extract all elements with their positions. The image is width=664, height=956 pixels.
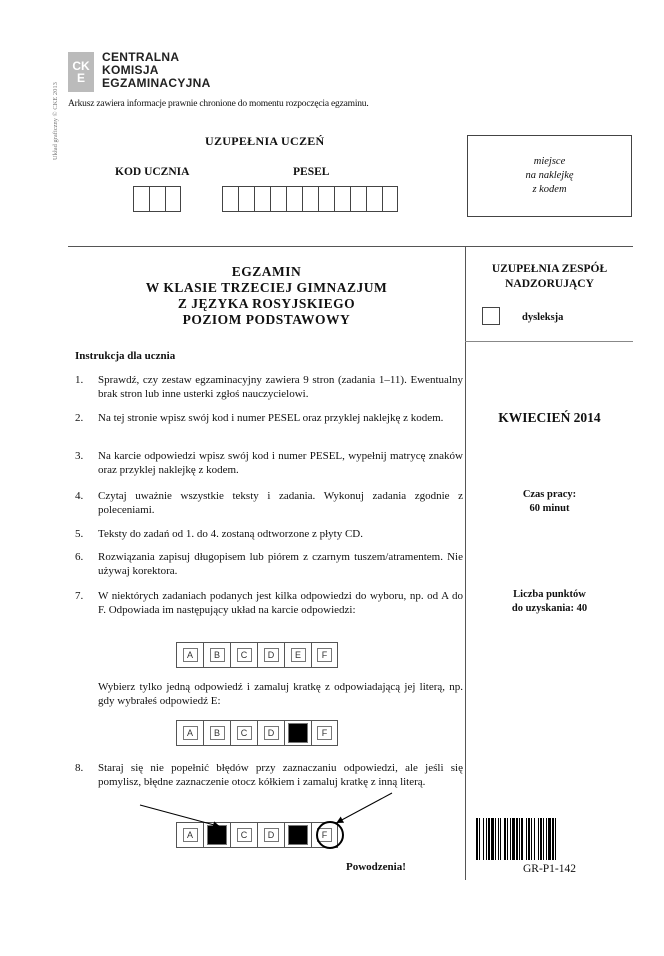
instructions-heading: Instrukcja dla ucznia [75,350,176,362]
answer-letter: F [317,828,332,842]
answer-letter: A [183,828,198,842]
supervisor-heading-line-1: UZUPEŁNIA ZESPÓŁ [491,263,608,275]
exam-title-line-3: Z JĘZYKA ROSYJSKIEGO [177,296,356,311]
confidentiality-notice: Arkusz zawiera informacje prawnie chronione do momentu rozpoczęcia egzaminu. [68,99,369,109]
item-text: Teksty do zadań od 1. do 4. zostaną odtworzone z płyty CD. [98,528,364,540]
item-text: Czytaj uważnie wszystkie teksty i zadania. Wykonuj zadania zgodnie z poleceniami. [98,490,463,516]
points-label: Liczba punktów [513,589,586,600]
exam-title-line-2: W KLASIE TRZECIEJ GIMNAZJUM [145,280,388,295]
answer-letter: A [183,726,198,740]
duration-label: Czas pracy: [522,489,577,500]
answer-letter: C [237,828,252,842]
logo-mark-2: E [76,71,85,85]
supervisor-heading-line-2: NADZORUJĄCY [505,278,594,290]
copyright-text: Układ graficzny © CKE 2013 [52,82,59,160]
item-number: 2. [75,412,84,424]
item-text: Staraj się nie popełnić błędów przy zaznaczaniu odpowiedzi, ale jeśli się pomylisz, błędne zaznaczenie otocz kółkiem i zamaluj kratkę z inną literą. [98,762,463,788]
good-luck-text: Powodzenia! [346,861,406,873]
item-text: Rozwiązania zapisuj długopisem lub piórem z czarnym tuszem/atramentem. Nie używaj korektora. [98,551,463,577]
item-number: 7. [75,590,84,602]
answer-letter: D [264,726,279,740]
logo-mark-1: CK [72,59,90,73]
answer-letter: D [264,648,279,662]
item-text: Sprawdź, czy zestaw egzaminacyjny zawiera 9 stron (zadania 1–11). Ewentualny brak stron lub inne usterki zgłoś nauczycielowi. [98,374,463,400]
answer-letter: B [210,648,225,662]
answer-letter: F [317,648,332,662]
answer-letter: A [183,648,198,662]
item-text: Na karcie odpowiedzi wpisz swój kod i numer PESEL, wypełnij matrycę znaków oraz przyklej naklejkę z kodem. [98,450,463,476]
dyslexia-label: dysleksja [522,312,564,323]
sticker-line-1: miejsce [533,156,566,167]
item-text: Na tej stronie wpisz swój kod i numer PESEL oraz przyklej naklejkę z kodem. [98,412,444,424]
choose-instruction: Wybierz tylko jedną odpowiedź i zamaluj kratkę z odpowiadającą jej literą, np. gdy wybrałeś odpowiedź E: [98,681,463,707]
points-value: do uzyskania: 40 [511,603,588,614]
sticker-line-3: z kodem [532,184,567,195]
item-text: W niektórych zadaniach podanych jest kilka odpowiedzi do wyboru, np. od A do F. Odpowiada im następujący układ na karcie odpowiedzi: [98,590,463,616]
item-number: 5. [75,528,84,540]
student-code-label: KOD UCZNIA [115,166,190,178]
item-number: 6. [75,551,84,563]
item-number: 8. [75,762,84,774]
answer-letter: F [317,726,332,740]
answer-letter: D [264,828,279,842]
sticker-line-2: na naklejkę [525,170,574,181]
item-number: 4. [75,490,84,502]
exam-title-line-1: EGZAMIN [231,264,302,279]
org-line-1: CENTRALNA [102,50,180,64]
item-number: 3. [75,450,84,462]
answer-letter: B [210,726,225,740]
answer-letter: C [237,726,252,740]
exam-code: GR-P1-142 [522,863,577,875]
org-line-2: KOMISJA [102,63,159,77]
answer-letter: E [291,648,306,662]
student-section-heading: UZUPEŁNIA UCZEŃ [205,134,325,148]
pesel-label: PESEL [293,166,330,178]
answer-letter: C [237,648,252,662]
exam-title-line-4: POZIOM PODSTAWOWY [182,312,351,327]
org-line-3: EGZAMINACYJNA [102,76,211,90]
exam-month: KWIECIEŃ 2014 [498,410,601,425]
item-number: 1. [75,374,84,386]
duration-value: 60 minut [529,503,570,514]
